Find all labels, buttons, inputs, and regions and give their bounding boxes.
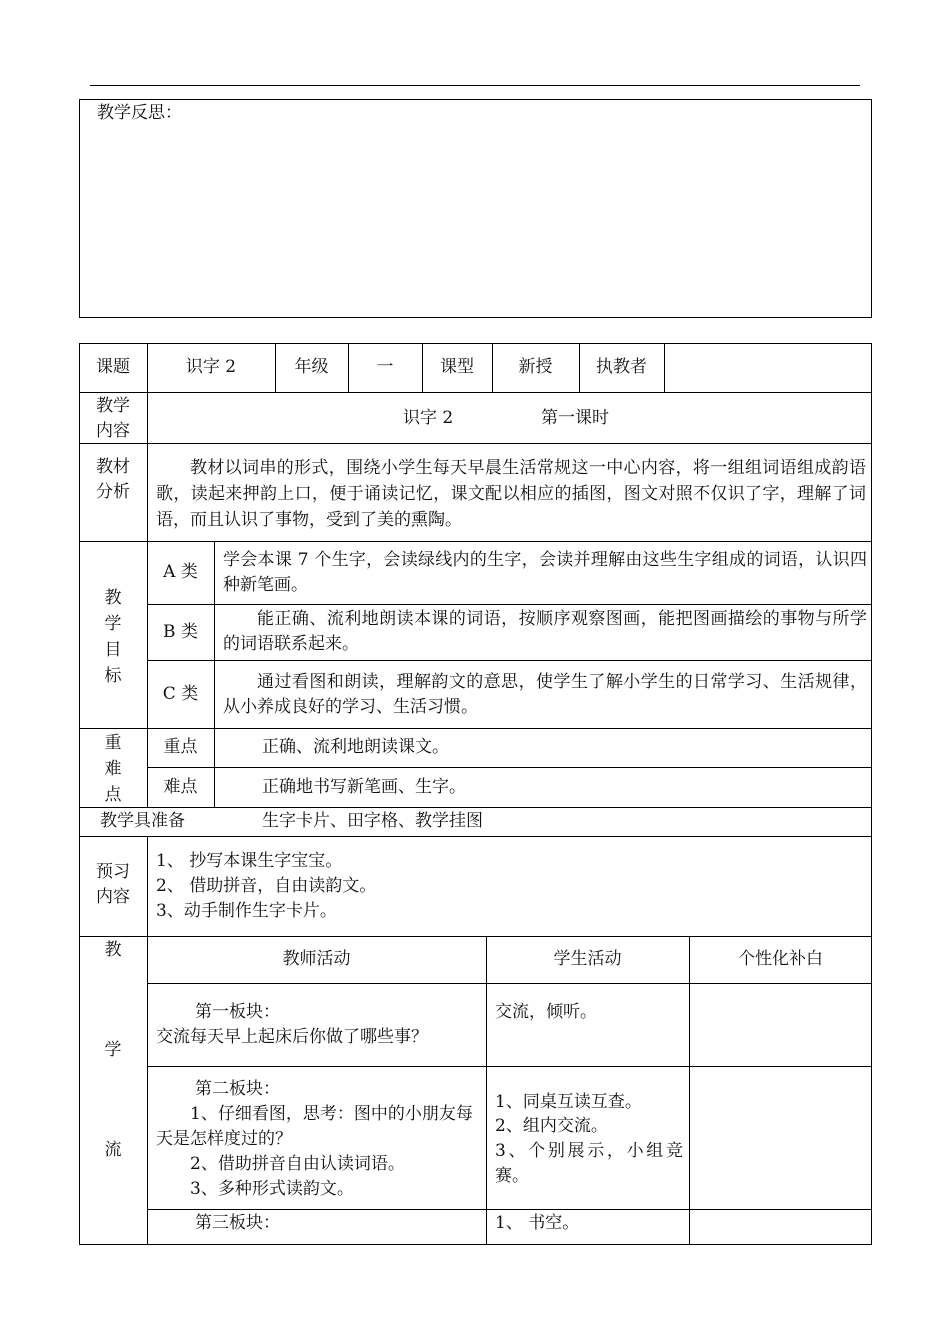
- row-rule: [79, 728, 872, 729]
- topic-value: 识字 2: [185, 357, 237, 377]
- row-rule: [79, 807, 872, 808]
- analysis-label: 教材分析: [96, 457, 130, 502]
- block3-title: 第三板块：: [195, 1213, 280, 1233]
- row-rule: [79, 836, 872, 837]
- teacher-label: 执教者: [596, 357, 647, 377]
- content-label: 教学内容: [96, 396, 130, 441]
- header-rule: [90, 85, 860, 86]
- objective-b-text: 能正确、流利地朗读本课的词语，按顺序观察图画，能把图画描绘的事物与所学的词语联系起来。: [223, 609, 867, 654]
- row-rule: [147, 1066, 872, 1067]
- objective-a-text: 学会本课 7 个生字，会读绿线内的生字，会读并理解由这些生字组成的词语，认识四种新笔画。: [223, 550, 867, 595]
- process-label-char: 学: [104, 1040, 122, 1060]
- col-rule: [664, 343, 665, 392]
- preview-item: 3、动手制作生字卡片。: [156, 901, 337, 921]
- col-rule: [689, 936, 690, 1245]
- process-label-char: 教: [104, 940, 122, 960]
- col-rule: [214, 541, 215, 807]
- analysis-text: 教材以词串的形式，围绕小学生每天早晨生活常规这一中心内容，将一组组词语组成韵语歌，读起来押韵上口，便于诵读记忆，课文配以相应的插图，图文对照不仅识了字，理解了词语，而且认识了事物，受到了美的熏陶。: [156, 458, 866, 530]
- objective-a-category: A 类: [163, 562, 198, 582]
- key-text: 正确、流利地朗读课文。: [262, 737, 449, 757]
- row-rule: [79, 541, 872, 542]
- objective-c-text: 通过看图和朗读，理解韵文的意思，使学生了解小学生的日常学习、生活规律，从小养成良好的学习、生活习惯。: [223, 672, 867, 717]
- preview-item: 1、 抄写本课生字宝宝。: [156, 851, 343, 871]
- row-rule: [147, 660, 872, 661]
- content-title: 识字 2: [403, 408, 454, 428]
- reflection-label: 教学反思：: [97, 103, 182, 123]
- difficult-text: 正确地书写新笔画、生字。: [262, 777, 466, 797]
- row-rule: [147, 767, 872, 768]
- materials-label: 教学具准备: [100, 811, 185, 831]
- block3-student: 1、 书空。: [495, 1213, 580, 1233]
- type-value: 新授: [518, 357, 553, 377]
- reflection-box: [79, 99, 872, 318]
- difficult-label: 难点: [163, 777, 198, 797]
- block2-step: 2、借助拼音自由认读词语。: [190, 1154, 405, 1174]
- row-rule: [147, 983, 872, 984]
- key-label: 重点: [163, 737, 198, 757]
- col-rule: [147, 836, 148, 1245]
- block2-step: 3、多种形式读韵文。: [190, 1179, 354, 1199]
- col-personal-header: 个性化补白: [738, 949, 823, 969]
- col-student-header: 学生活动: [553, 949, 622, 969]
- row-rule: [79, 443, 872, 444]
- objective-c-category: C 类: [162, 684, 199, 704]
- topic-label: 课题: [96, 357, 130, 377]
- row-rule: [79, 936, 872, 937]
- block1-text: 交流每天早上起床后你做了哪些事？: [156, 1027, 428, 1047]
- row-rule: [147, 1209, 872, 1210]
- objectives-label: 教学目标: [104, 588, 122, 686]
- key-points-label: 重难点: [104, 733, 122, 805]
- col-rule: [486, 936, 487, 1245]
- type-label: 课型: [440, 357, 474, 377]
- block2-student: 2、组内交流。: [495, 1116, 608, 1136]
- block2-step: 1、仔细看图，思考：图中的小朋友每天是怎样度过的？: [156, 1104, 473, 1149]
- row-rule: [147, 604, 872, 605]
- block2-student: 3、个别展示，小组竞赛。: [495, 1141, 683, 1186]
- col-teacher-header: 教师活动: [282, 949, 351, 969]
- materials-text: 生字卡片、田字格、教学挂图: [262, 811, 483, 831]
- block1-title: 第一板块：: [195, 1002, 280, 1022]
- preview-label: 预习内容: [96, 862, 130, 907]
- row-rule: [79, 392, 872, 393]
- grade-label: 年级: [294, 357, 329, 377]
- block2-student: 1、同桌互读互查。: [495, 1092, 642, 1112]
- process-label-char: 流: [104, 1140, 122, 1160]
- preview-item: 2、 借助拼音，自由读韵文。: [156, 876, 377, 896]
- block2-title: 第二板块：: [195, 1079, 280, 1099]
- grade-value: 一: [376, 357, 394, 377]
- objective-b-category: B 类: [163, 622, 198, 642]
- block1-student: 交流，倾听。: [495, 1002, 597, 1022]
- content-session: 第一课时: [541, 408, 609, 428]
